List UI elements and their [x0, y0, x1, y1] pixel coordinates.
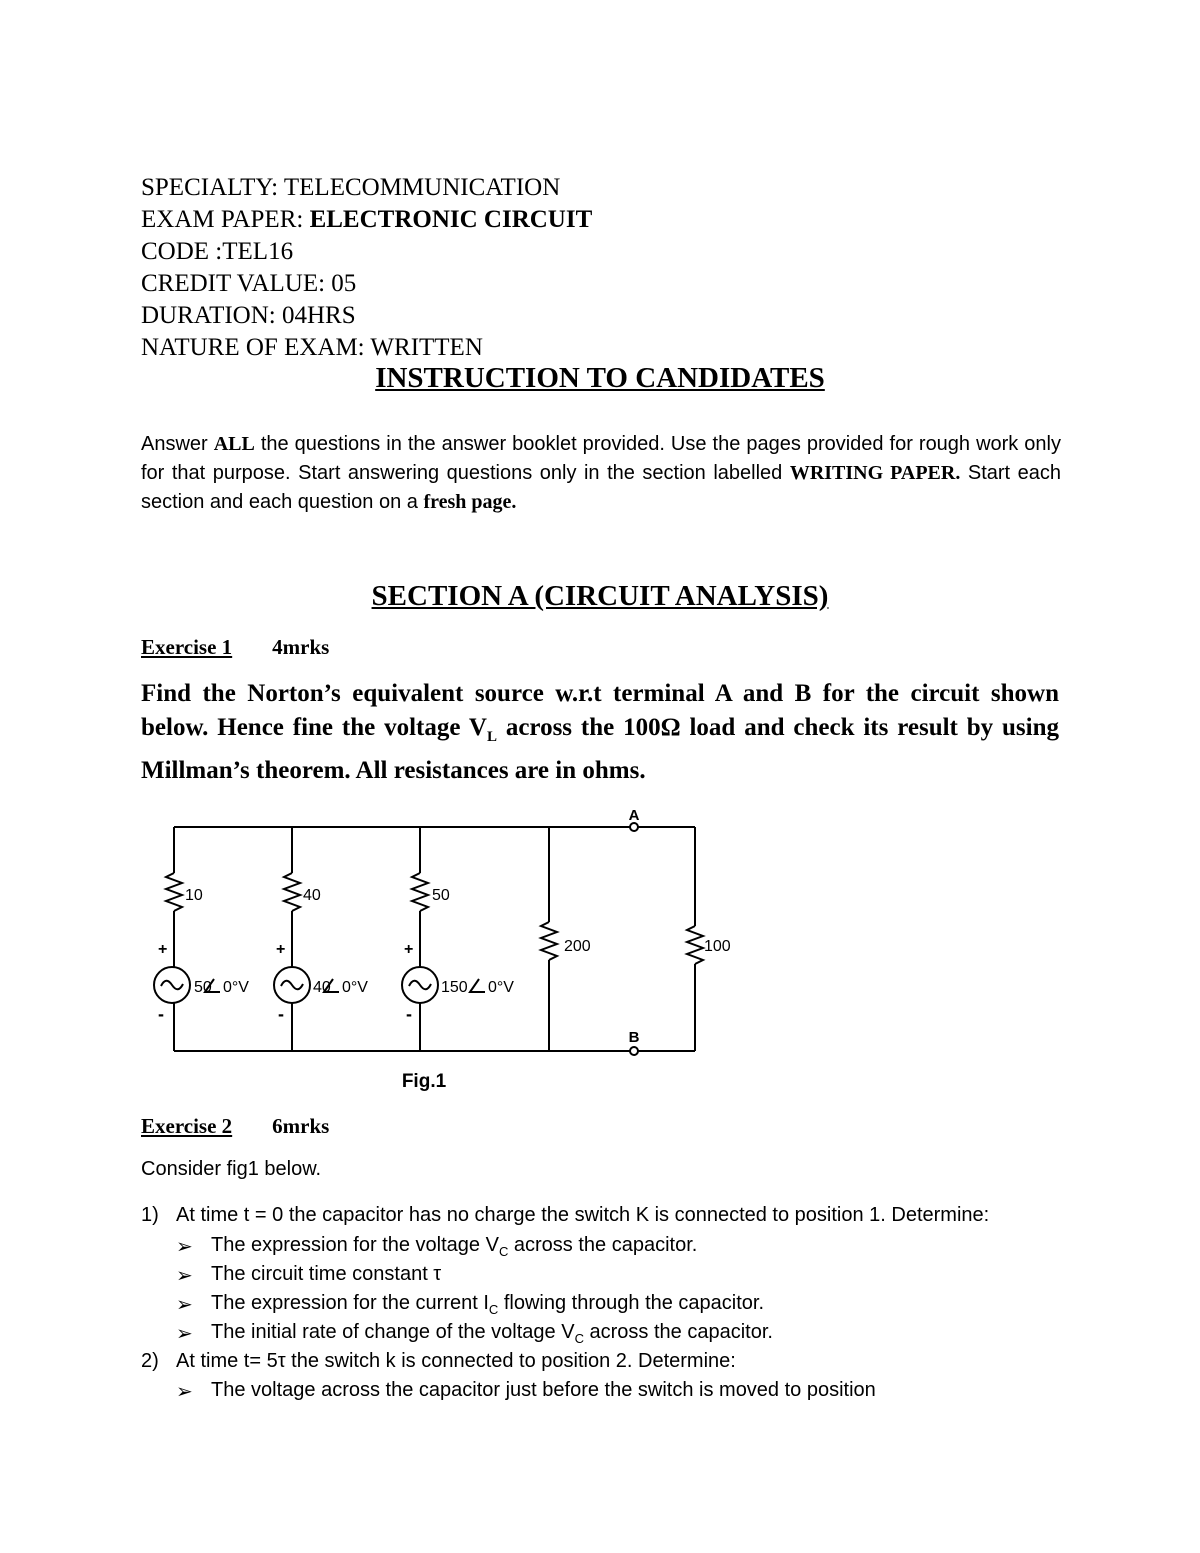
terminal-b-label: B [628, 1029, 640, 1046]
figure-caption: Fig.1 [401, 1071, 447, 1092]
nature-line: NATURE OF EXAM: WRITTEN [141, 334, 483, 361]
source3-plus: + [404, 941, 414, 958]
exercise2-heading [141, 1114, 329, 1139]
q1-item-3-text: The expression for the current I [211, 1292, 489, 1314]
resistor-label-50: 50 [432, 887, 450, 904]
exercise1-label: Exercise 1 [141, 635, 233, 659]
resistor-label-40: 40 [303, 887, 321, 904]
source1-value: 50 [194, 979, 212, 996]
q1-item-1-text: The expression for the voltage V [211, 1234, 499, 1256]
q2-item-1: The voltage across the capacitor just before the switch is moved to position [211, 1379, 876, 1401]
credit-line: CREDIT VALUE: 05 [141, 270, 357, 297]
instr-text-1: Answer [141, 433, 214, 455]
source3-value: 150 [441, 979, 468, 996]
exercise2-label: Exercise 2 [141, 1114, 233, 1138]
instr-bold-writing-paper: WRITING PAPER. [789, 462, 961, 484]
q1-item-3 [211, 1292, 764, 1317]
q1-item-4-post: across the capacitor. [583, 1321, 773, 1343]
resistor-label-100: 100 [704, 938, 731, 955]
resistor-label-10: 10 [185, 887, 203, 904]
exercise2-marks: 6mrks [272, 1114, 330, 1138]
q1-item-bullet: ➢ [176, 1265, 193, 1287]
q1-text: At time t = 0 the capacitor has no charge the switch K is connected to position 1. Determine: [176, 1204, 990, 1226]
source2-phase: 0°V [342, 979, 368, 996]
resistor-label-200: 200 [564, 938, 591, 955]
q1-number: 1) [141, 1204, 159, 1226]
q1-item-bullet: ➢ [176, 1294, 193, 1316]
q1-item-4 [211, 1321, 773, 1346]
q2-text: At time t= 5τ the switch k is connected to position 2. Determine: [176, 1350, 736, 1372]
exercise1-marks: 4mrks [272, 635, 330, 659]
instr-text-3: Start each section and each question on a [141, 462, 1062, 513]
terminal-a-dot [630, 823, 638, 831]
source3-phase: 0°V [488, 979, 514, 996]
code-line: CODE :TEL16 [141, 238, 294, 265]
exam-paper-label: EXAM PAPER: [141, 206, 310, 233]
source3-minus: - [406, 1004, 412, 1024]
q1-item-2-text: The circuit time constant τ [211, 1263, 442, 1285]
specialty-line: SPECIALTY: TELECOMMUNICATION [141, 174, 561, 201]
instr-bold-fresh-page: fresh page. [423, 491, 517, 513]
source2-minus: - [278, 1004, 284, 1024]
exercise1-text-2: across the 100Ω load and check its result by using Millman’s theorem. All resistances are in ohms. [141, 714, 1059, 784]
exam-paper-value: ELECTRONIC CIRCUIT [309, 206, 593, 233]
source2-plus: + [276, 941, 286, 958]
q1-item-2 [211, 1263, 441, 1286]
source1-plus: + [158, 941, 168, 958]
q1-item-1 [211, 1234, 697, 1259]
section-a-title: SECTION A (CIRCUIT ANALYSIS) [371, 580, 829, 612]
instr-text-2: the questions in the answer booklet provided. Use the pages provided for rough work only for that purpose. Start answering questions only in the section labelled [141, 433, 1061, 484]
q1-item-3-sub: C [488, 1302, 499, 1317]
source1-minus: - [158, 1004, 164, 1024]
q1-item-1-post: across the capacitor. [508, 1234, 698, 1256]
source2-value: 40 [313, 979, 331, 996]
exercise1-subscript: L [486, 729, 497, 745]
q2-item-bullet: ➢ [176, 1381, 193, 1403]
source1-phase: 0°V [223, 979, 249, 996]
q1-item-3-post: flowing through the capacitor. [498, 1292, 765, 1314]
q1-item-bullet: ➢ [176, 1323, 193, 1345]
instructions-title: INSTRUCTION TO CANDIDATES [375, 362, 825, 394]
instr-bold-all: ALL [213, 433, 255, 455]
q1-item-1-sub: C [498, 1244, 509, 1259]
exercise2-intro: Consider fig1 below. [141, 1158, 322, 1180]
angle-icon [470, 979, 485, 992]
terminal-b-dot [630, 1047, 638, 1055]
terminal-a-label: A [628, 807, 640, 824]
q1-item-4-sub: C [574, 1331, 584, 1346]
q2-number: 2) [141, 1350, 159, 1372]
duration-line: DURATION: 04HRS [141, 302, 356, 329]
exercise1-text-1: Find the Norton’s equivalent source w.r.t terminal A and B for the circuit shown below. Hence fine the voltage V [141, 680, 1059, 741]
q1-item-bullet: ➢ [176, 1236, 193, 1258]
q1-item-4-text: The initial rate of change of the voltage V [211, 1321, 575, 1343]
